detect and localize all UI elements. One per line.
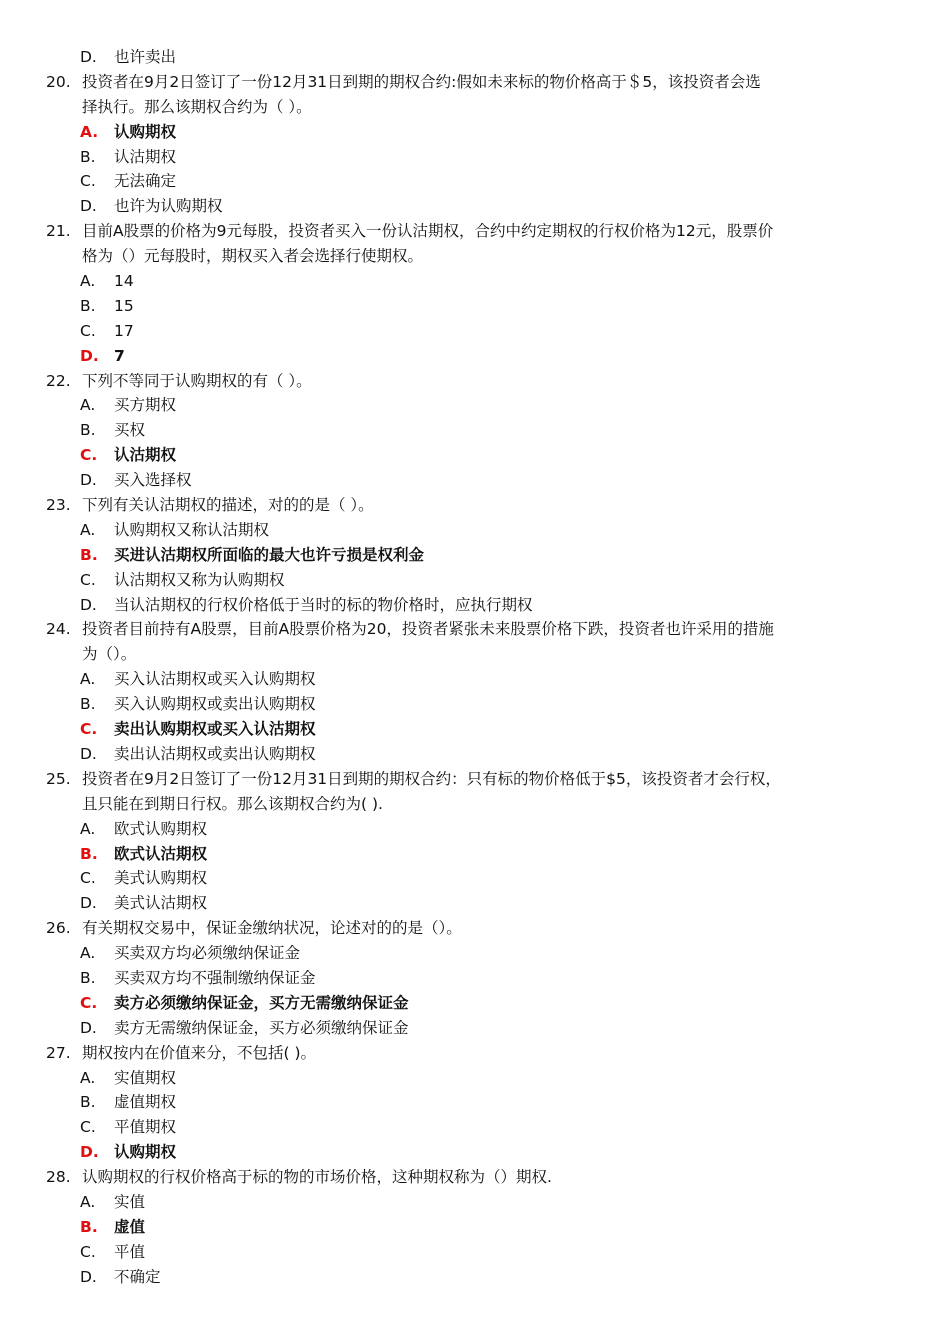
option-text: 卖出认购期权或买入认沽期权 [114, 720, 316, 739]
option-letter: C. [80, 1242, 96, 1261]
option-text: 14 [114, 272, 134, 291]
correct-option [0, 543, 950, 568]
question-text: 且只能在到期日行权。那么该期权合约为( ). [82, 794, 383, 813]
option-text: 15 [114, 296, 134, 315]
question-text: 下列不等同于认购期权的有（ ）。 [82, 371, 312, 390]
question-text: 认购期权的行权价格高于标的物的市场价格，这种期权称为（）期权. [82, 1168, 552, 1187]
option-text: 平值 [114, 1242, 146, 1261]
question-text: 为（）。 [82, 645, 137, 664]
option [0, 194, 950, 219]
question-line [0, 767, 950, 792]
option-letter: D. [80, 1018, 97, 1037]
option [0, 418, 950, 443]
question-line [0, 219, 950, 244]
question-text: 择执行。那么该期权合约为（ ）。 [82, 97, 312, 116]
option [0, 1115, 950, 1140]
option-letter: D. [80, 1267, 97, 1286]
question-number: 20. [46, 72, 71, 91]
option-letter: B. [80, 1093, 96, 1112]
option [0, 1240, 950, 1265]
option-letter: A. [80, 520, 96, 539]
option [0, 667, 950, 692]
document-page [0, 45, 950, 1290]
option-text: 认沽期权又称为认购期权 [114, 570, 285, 589]
option [0, 866, 950, 891]
question-line [0, 70, 950, 95]
question-continuation [0, 792, 950, 817]
question-text: 目前A股票的价格为9元每股，投资者买入一份认沽期权，合约中约定期权的行权价格为12元，股票价 [82, 222, 774, 241]
option-text: 欧式认购期权 [114, 819, 208, 838]
option-letter: D. [80, 346, 99, 365]
option-text: 不确定 [114, 1267, 161, 1286]
option-letter: C. [80, 321, 96, 340]
option-text: 虚值 [114, 1217, 146, 1236]
option-text: 买入认购期权或卖出认购期权 [114, 695, 316, 714]
option [0, 518, 950, 543]
option-text: 美式认购期权 [114, 869, 208, 888]
question-number: 23. [46, 496, 71, 515]
option [0, 1016, 950, 1041]
option-letter: B. [80, 147, 96, 166]
option-letter: A. [80, 272, 96, 291]
correct-option [0, 120, 950, 145]
correct-option [0, 991, 950, 1016]
option [0, 393, 950, 418]
question-number: 26. [46, 919, 71, 938]
correct-option [0, 717, 950, 742]
option-letter: D. [80, 471, 97, 490]
question-line [0, 493, 950, 518]
question-number: 27. [46, 1043, 71, 1062]
option-text: 认购期权 [114, 122, 177, 141]
option [0, 941, 950, 966]
option-letter: C. [80, 720, 98, 739]
option [0, 1265, 950, 1290]
option [0, 468, 950, 493]
option-text: 认购期权又称认沽期权 [114, 520, 270, 539]
question-line [0, 369, 950, 394]
option-text: 也许卖出 [114, 48, 177, 66]
option-letter: C. [80, 1118, 96, 1137]
question-text: 格为（）元每股时，期权买入者会选择行使期权。 [82, 247, 424, 266]
option-text: 买入选择权 [114, 471, 192, 490]
option-text: 认沽期权 [114, 147, 177, 166]
option-letter: C. [80, 869, 96, 888]
option [0, 294, 950, 319]
question-continuation [0, 95, 950, 120]
option-letter: D. [80, 197, 97, 216]
option [0, 593, 950, 618]
option-letter: B. [80, 421, 96, 440]
option-letter: A. [80, 1192, 96, 1211]
option [0, 817, 950, 842]
correct-option [0, 344, 950, 369]
option-text: 认沽期权 [114, 446, 177, 465]
option-text: 7 [114, 346, 125, 365]
option [0, 1066, 950, 1091]
option-letter: B. [80, 968, 96, 987]
correct-option [0, 443, 950, 468]
question-number: 22. [46, 371, 71, 390]
option-letter: A. [80, 396, 96, 415]
option-letter: D. [80, 48, 97, 66]
option [0, 891, 950, 916]
option-letter: C. [80, 172, 96, 191]
option-letter: B. [80, 1217, 98, 1236]
option [0, 1190, 950, 1215]
question-line [0, 1041, 950, 1066]
option-text: 买权 [114, 421, 146, 440]
question-text: 有关期权交易中，保证金缴纳状况，论述对的的是（）。 [82, 919, 462, 938]
option-letter: A. [80, 670, 96, 689]
question-text: 投资者目前持有A股票，目前A股票价格为20，投资者紧张未来股票价格下跌，投资者也许采用的措施 [82, 620, 774, 639]
option-text: 虚值期权 [114, 1093, 177, 1112]
option-text: 无法确定 [114, 172, 177, 191]
option-text: 买入认沽期权或买入认购期权 [114, 670, 316, 689]
option-letter: D. [80, 744, 97, 763]
correct-option [0, 1140, 950, 1165]
correct-option [0, 842, 950, 867]
option-letter: B. [80, 296, 96, 315]
option [0, 742, 950, 767]
option [0, 1090, 950, 1115]
option-text: 美式认沽期权 [114, 894, 208, 913]
option-letter: D. [80, 1143, 99, 1162]
option-letter: A. [80, 944, 96, 963]
option-letter: A. [80, 819, 96, 838]
option-letter: C. [80, 993, 98, 1012]
option [0, 966, 950, 991]
option-text: 实值 [114, 1192, 146, 1211]
question-number: 25. [46, 769, 71, 788]
option-letter: C. [80, 570, 96, 589]
option-text: 买进认沽期权所面临的最大也许亏损是权利金 [114, 545, 425, 564]
correct-option [0, 1215, 950, 1240]
question-continuation [0, 244, 950, 269]
option-text: 买卖双方均必须缴纳保证金 [114, 944, 301, 963]
option [0, 568, 950, 593]
question-text: 投资者在9月2日签订了一份12月31日到期的期权合约：只有标的物价格低于$5，该投资者才会行权， [82, 769, 781, 788]
option-text: 实值期权 [114, 1068, 177, 1087]
question-number: 21. [46, 222, 71, 241]
option-letter: C. [80, 446, 98, 465]
option-text: 买方期权 [114, 396, 177, 415]
option-text: 当认沽期权的行权价格低于当时的标的物价格时，应执行期权 [114, 595, 533, 614]
question-line [0, 916, 950, 941]
question-text: 下列有关认沽期权的描述，对的的是（ ）。 [82, 496, 374, 515]
option-letter: A. [80, 1068, 96, 1087]
option-text: 平值期权 [114, 1118, 177, 1137]
option [0, 319, 950, 344]
option-text: 买卖双方均不强制缴纳保证金 [114, 968, 316, 987]
option-text: 认购期权 [114, 1143, 177, 1162]
option-letter: A. [80, 122, 99, 141]
option-text: 卖方无需缴纳保证金，买方必须缴纳保证金 [114, 1018, 409, 1037]
question-text: 投资者在9月2日签订了一份12月31日到期的期权合约:假如未来标的物价格高于＄5，该投资者会选 [82, 72, 761, 91]
option-text: 卖出认沽期权或卖出认购期权 [114, 744, 316, 763]
option-letter: B. [80, 545, 98, 564]
option-text: 欧式认沽期权 [114, 844, 208, 863]
option-text: 卖方必须缴纳保证金，买方无需缴纳保证金 [114, 993, 409, 1012]
option-text: 也许为认购期权 [114, 197, 223, 216]
option [0, 269, 950, 294]
question-line [0, 617, 950, 642]
option [0, 169, 950, 194]
question-line [0, 1165, 950, 1190]
option-letter: B. [80, 695, 96, 714]
option [0, 692, 950, 717]
question-number: 28. [46, 1168, 71, 1187]
option-letter: D. [80, 595, 97, 614]
question-number: 24. [46, 620, 71, 639]
option [0, 145, 950, 170]
question-continuation [0, 642, 950, 667]
option [0, 45, 950, 70]
option-letter: B. [80, 844, 98, 863]
option-letter: D. [80, 894, 97, 913]
option-text: 17 [114, 321, 134, 340]
question-text: 期权按内在价值来分，不包括( )。 [82, 1043, 317, 1062]
